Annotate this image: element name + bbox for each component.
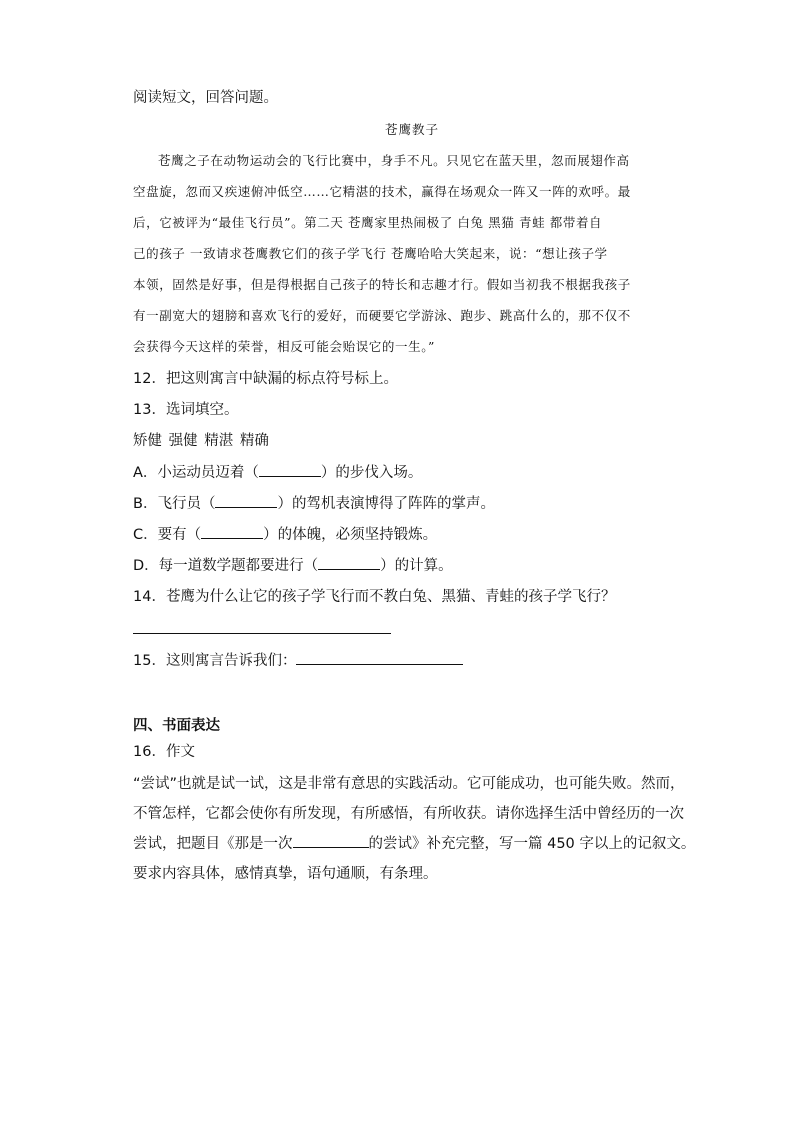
question-13-b-suffix: ）的驾机表演博得了阵阵的掌声。 (277, 496, 495, 512)
answer-blank-15[interactable] (296, 650, 463, 665)
answer-blank-d[interactable] (318, 555, 380, 570)
answer-blank-a[interactable] (259, 462, 321, 477)
question-13-b (133, 493, 495, 514)
question-13-a-prefix: A．小运动员迈着（ (133, 465, 259, 481)
passage-line: 苍鹰之子在动物运动会的飞行比赛中，身手不凡。只见它在蓝天里，忽而展翅作高 (158, 153, 630, 168)
question-12: 12．把这则寓言中缺漏的标点符号标上。 (133, 371, 398, 387)
passage-body (133, 145, 663, 362)
question-13-b-prefix: B．飞行员（ (133, 496, 216, 512)
title-blank[interactable] (293, 833, 369, 848)
question-13-c (133, 524, 437, 545)
essay-line: 不管怎样，它都会使你有所发现，有所感悟，有所收获。请你选择生活中曾经历的一次 (133, 806, 684, 822)
answer-line-14[interactable] (133, 633, 391, 634)
question-14: 14．苍鹰为什么让它的孩子学飞行而不教白兔、黑猫、青蛙的孩子学飞行？ (133, 589, 616, 605)
essay-line (133, 829, 696, 859)
answer-blank-c[interactable] (201, 524, 263, 539)
question-13-a (133, 462, 422, 483)
essay-prompt (133, 769, 696, 889)
question-13-c-prefix: C．要有（ (133, 527, 202, 543)
question-15-text: 15．这则寓言告诉我们： (133, 653, 297, 669)
essay-line-suffix: 的尝试》补充完整，写一篇 450 字以上的记叙文。 (368, 836, 696, 852)
question-13-d (133, 555, 453, 576)
instruction-text: 阅读短文，回答问题。 (133, 90, 278, 106)
question-13-d-prefix: D．每一道数学题都要进行（ (133, 558, 319, 574)
passage-title: 苍鹰教子 (385, 122, 440, 137)
passage-line: 后，它被评为“最佳飞行员”。第二天 苍鹰家里热闹极了 白兔 黑猫 青蛙 都带着自 (133, 215, 603, 230)
essay-line: 要求内容具体，感情真挚，语句通顺，有条理。 (133, 866, 438, 882)
question-13-c-suffix: ）的体魄，必须坚持锻炼。 (263, 527, 438, 543)
question-13-d-suffix: ）的计算。 (380, 558, 453, 574)
passage-line: 己的孩子 一致请求苍鹰教它们的孩子学飞行 苍鹰哈哈大笑起来，说：“想让孩子学 (133, 246, 608, 261)
question-13-stem: 13．选词填空。 (133, 402, 239, 418)
passage-line: 有一副宽大的翅膀和喜欢飞行的爱好，而硬要它学游泳、跑步、跳高什么的，那不仅不 (133, 308, 631, 323)
question-15 (133, 650, 463, 671)
question-16-stem: 16．作文 (133, 744, 195, 760)
passage-line: 会获得今天这样的荣誉，相反可能会贻误它的一生。” (133, 339, 436, 354)
section-heading: 四、书面表达 (133, 718, 220, 734)
question-13-a-suffix: ）的步伐入场。 (320, 465, 423, 481)
passage-line: 本领，固然是好事，但是得根据自己孩子的特长和志趣才行。假如当初我不根据我孩子 (133, 277, 631, 292)
essay-line: “尝试”也就是试一试，这是非常有意思的实践活动。它可能成功，也可能失败。然而， (133, 776, 685, 792)
answer-blank-b[interactable] (215, 493, 277, 508)
word-choices: 矫健 强健 精湛 精确 (133, 433, 269, 449)
passage-line: 空盘旋，忽而又疾速俯冲低空……它精湛的技术，赢得在场观众一阵又一阵的欢呼。最 (133, 184, 631, 199)
essay-line-prefix: 尝试，把题目《那是一次 (133, 836, 293, 852)
